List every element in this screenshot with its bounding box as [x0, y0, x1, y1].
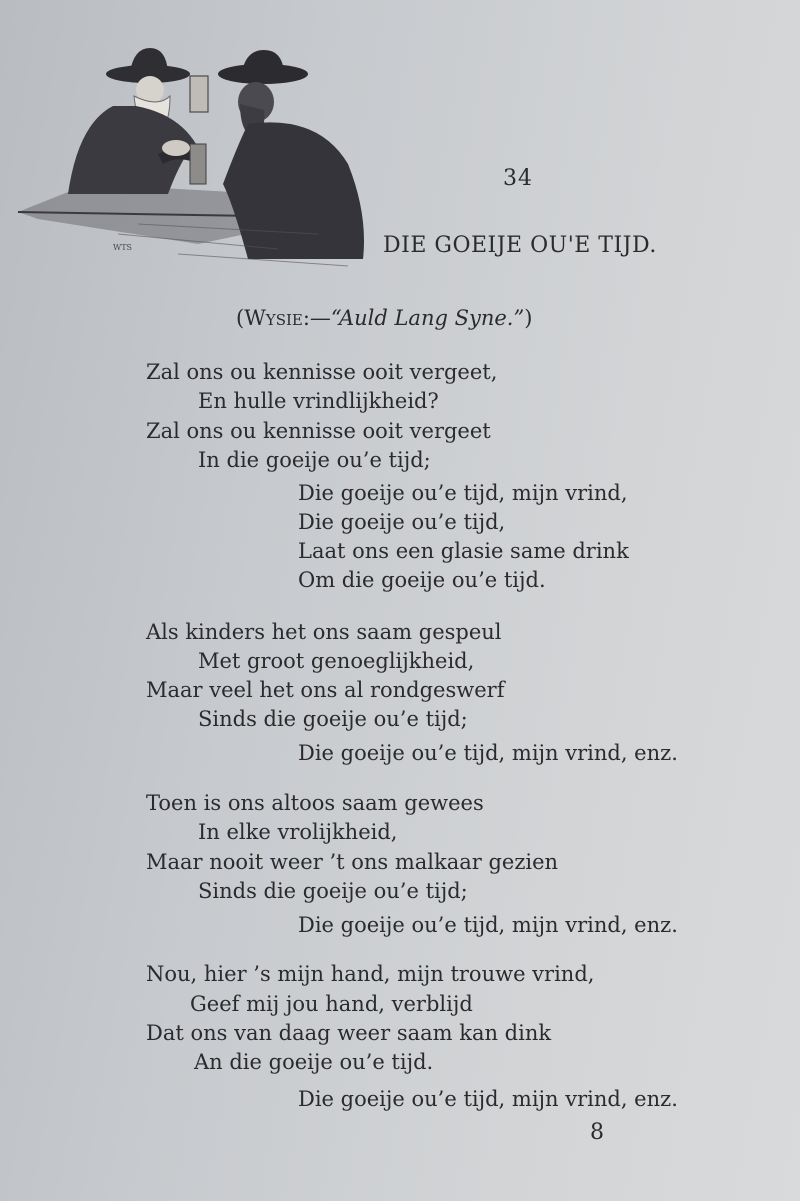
verse-line: Dat ons van daag weer saam kan dink — [146, 1021, 552, 1045]
tune-name: “Auld Lang Syne.” — [330, 306, 525, 330]
verse-line: In elke vrolijkheid, — [198, 820, 398, 844]
tune-close-paren: ) — [524, 306, 533, 330]
svg-text:WTS: WTS — [113, 243, 133, 252]
poem-title: DIE GOEIJE OU'E TIJD. — [383, 233, 657, 258]
refrain-line: Om die goeije ou’e tijd. — [298, 568, 546, 592]
signature-mark: 8 — [590, 1120, 604, 1145]
refrain-line: Die goeije ou’e tijd, mijn vrind, enz. — [298, 741, 678, 765]
verse-line: Toen is ons altoos saam gewees — [146, 791, 484, 815]
verse-line: Nou, hier ’s mijn hand, mijn trouwe vrind, — [146, 962, 595, 986]
verse-line: Zal ons ou kennisse ooit vergeet, — [146, 360, 498, 384]
tune-label: Wysie — [244, 306, 303, 330]
refrain-line: Die goeije ou’e tijd, mijn vrind, — [298, 481, 628, 505]
verse-line: Sinds die goeije ou’e tijd; — [198, 707, 468, 731]
tune-note — [236, 306, 532, 330]
refrain-line: Die goeije ou’e tijd, mijn vrind, enz. — [298, 913, 678, 937]
verse-line: Als kinders het ons saam gespeul — [146, 620, 502, 644]
verse-line: Zal ons ou kennisse ooit vergeet — [146, 419, 491, 443]
verse-line: An die goeije ou’e tijd. — [194, 1050, 434, 1074]
verse-line: Geef mij jou hand, verblijd — [190, 992, 473, 1016]
verse-line: Sinds die goeije ou’e tijd; — [198, 879, 468, 903]
refrain-line: Die goeije ou’e tijd, — [298, 510, 506, 534]
two-old-men-drinking-illustration — [18, 44, 373, 279]
page-number: 34 — [503, 166, 533, 191]
verse-line: Maar veel het ons al rondgeswerf — [146, 678, 505, 702]
verse-line: Met groot genoeglijkheid, — [198, 649, 475, 673]
tune-separator: :— — [302, 306, 331, 330]
refrain-line: Die goeije ou’e tijd, mijn vrind, enz. — [298, 1087, 678, 1111]
verse-line: En hulle vrindlijkheid? — [198, 389, 439, 413]
verse-line: Maar nooit weer ’t ons malkaar gezien — [146, 850, 559, 874]
refrain-line: Laat ons een glasie same drink — [298, 539, 629, 563]
verse-line: In die goeije ou’e tijd; — [198, 448, 431, 472]
tune-open-paren: ( — [236, 306, 245, 330]
